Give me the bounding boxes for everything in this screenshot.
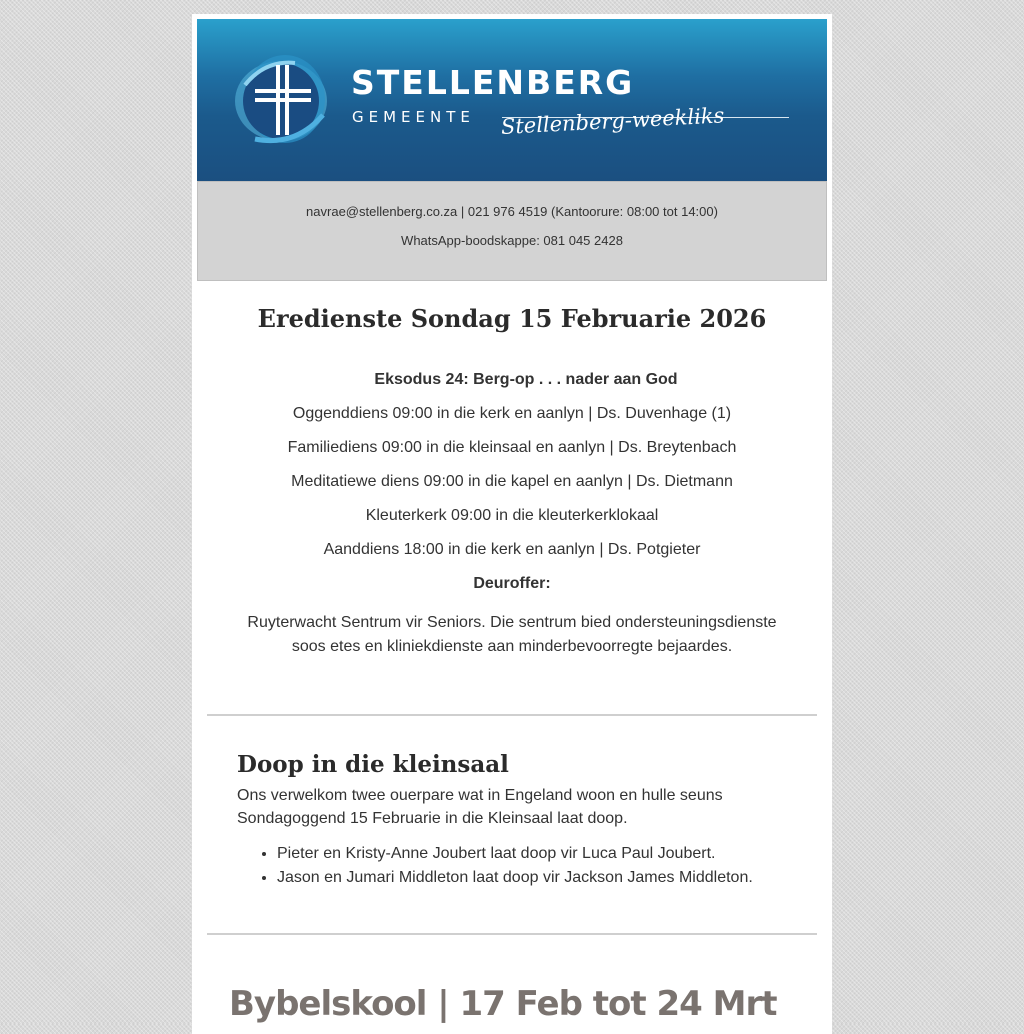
baptism-title: Doop in die kleinsaal [237,751,509,778]
contact-line[interactable]: navrae@stellenberg.co.za | 021 976 4519 (Kantoorure: 08:00 tot 14:00) [306,204,718,219]
newsletter-name: Stellenberg-weekliks [500,103,725,139]
newsletter-card [192,14,832,1034]
sermon-theme: Eksodus 24: Berg-op . . . nader aan God [374,371,678,388]
services-title: Eredienste Sondag 15 Februarie 2026 [257,304,767,333]
bible-school-title: Bybelskool | 17 Feb tot 24 Mrt [229,984,777,1024]
offering-title: Deuroffer: [473,575,551,592]
service-item: Familiediens 09:00 in die kleinsaal en aanlyn | Ds. Breytenbach [287,439,737,456]
baptism-list [237,842,797,890]
service-item: Kleuterkerk 09:00 in die kleuterkerklokaal [365,507,659,524]
list-item: • Pieter en Kristy-Anne Joubert laat doop vir Luca Paul Joubert. [277,842,797,866]
header-banner [197,19,827,181]
contact-bar [197,181,827,281]
baptism-text: Ons verwelkom twee ouerpare wat in Engeland woon en hulle seuns Sondagoggend 15 Februarie in die Kleinsaal laat doop. [237,787,723,827]
whatsapp-line: WhatsApp-boodskappe: 081 045 2428 [401,233,623,248]
offering-text: Ruyterwacht Sentrum vir Seniors. Die sentrum bied ondersteuningsdienste soos etes en kliniekdienste aan minderbevoorregte bejaardes. [247,614,777,655]
cross-logo-icon [235,55,331,147]
brand-subtitle: GEMEENTE [352,108,475,126]
brand-name: STELLENBERG [351,63,635,102]
service-item: Aanddiens 18:00 in die kerk en aanlyn | Ds. Potgieter [323,541,701,558]
services-section [192,304,832,659]
list-item: • Jason en Jumari Middleton laat doop vir Jackson James Middleton. [277,866,797,890]
baptism-section [237,752,797,890]
section-divider [207,933,817,935]
section-divider [207,714,817,716]
service-item: Meditatiewe diens 09:00 in die kapel en aanlyn | Ds. Dietmann [291,473,733,490]
service-item: Oggenddiens 09:00 in die kerk en aanlyn | Ds. Duvenhage (1) [292,405,732,422]
